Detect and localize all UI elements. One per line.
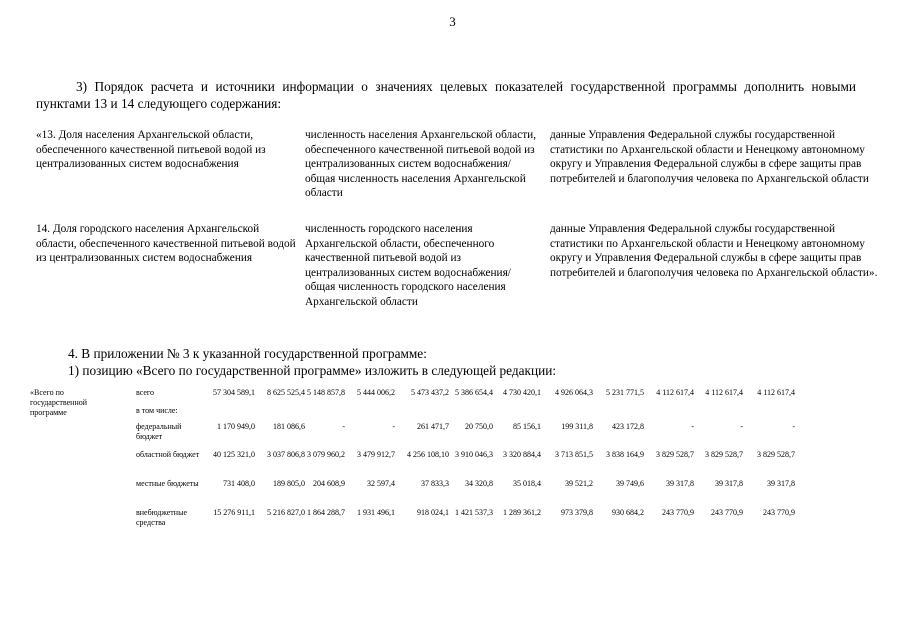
table-cell: 731 408,0: [223, 479, 255, 488]
indicator-13: «13. Доля населения Архангельской области, обеспеченного качественной питьевой водой из централизованных систем водоснабжения: [36, 129, 266, 171]
table-cell: 85 156,1: [513, 422, 541, 431]
table-cell: 4 256 108,10: [407, 450, 449, 459]
table-cell: 3 320 884,4: [503, 450, 541, 459]
table-cell: 5 231 771,5: [606, 388, 644, 397]
table-cell: 5 473 437,2: [411, 388, 449, 397]
source-14: данные Управления Федеральной службы государственной статистики по Архангельской области и Ненецкому автономному округу и Управления Федеральной службы в сфере защиты прав потребителей и благополучия человека по Архангельской области».: [550, 223, 878, 279]
table-cell: 32 597,4: [367, 479, 395, 488]
table-main-label: «Всего по государственной программе: [30, 388, 88, 417]
table-cell: 1 864 288,7: [307, 508, 345, 517]
table-cell: 3 479 912,7: [357, 450, 395, 459]
table-row-source: местные бюджеты: [136, 479, 199, 488]
table-row-source: внебюджетные средства: [136, 508, 187, 527]
table-cell: 20 750,0: [465, 422, 493, 431]
table-cell: 4 730 420,1: [503, 388, 541, 397]
table-cell: 1 931 496,1: [357, 508, 395, 517]
table-cell: 37 833,3: [421, 479, 449, 488]
table-cell: 34 320,8: [465, 479, 493, 488]
formula-13: численность населения Архангельской области, обеспеченного качественной питьевой водой из централизованных систем водоснабжения/общая численность населения Архангельской области: [305, 129, 537, 200]
paragraph-3: 3) Порядок расчета и источники информации о значениях целевых показателей государственной программы дополнить новыми пунктами 13 и 14 следующего содержания:: [36, 79, 856, 111]
table-cell: 243 770,9: [662, 508, 694, 517]
table-cell: 15 276 911,1: [213, 508, 255, 517]
table-row-source: всего: [136, 388, 155, 397]
table-cell: 3 713 851,5: [555, 450, 593, 459]
table-cell: 35 018,4: [513, 479, 541, 488]
table-cell: 930 684,2: [612, 508, 644, 517]
table-cell: -: [740, 422, 743, 431]
table-cell: 39 317,8: [715, 479, 743, 488]
table-cell: 5 386 654,4: [455, 388, 493, 397]
page-number: 3: [449, 14, 456, 29]
paragraph-4: 4. В приложении № 3 к указанной государственной программе:: [68, 346, 427, 361]
table-cell: 3 079 960,2: [307, 450, 345, 459]
table-cell: 4 112 617,4: [656, 388, 694, 397]
table-cell: 261 471,7: [417, 422, 449, 431]
table-row-source: федеральный бюджет: [136, 422, 182, 441]
table-cell: 3 037 806,8: [267, 450, 305, 459]
source-13: данные Управления Федеральной службы государственной статистики по Архангельской области и Ненецкому автономному округу и Управления Федеральной службы в сфере защиты прав потребителей и благополучия человека по Архангельской области: [550, 129, 869, 185]
table-cell: 4 112 617,4: [705, 388, 743, 397]
table-cell: 39 317,8: [666, 479, 694, 488]
table-cell: 4 926 064,3: [555, 388, 593, 397]
table-cell: -: [691, 422, 694, 431]
table-cell: 243 770,9: [763, 508, 795, 517]
table-cell: 39 317,8: [767, 479, 795, 488]
table-cell: 204 608,9: [313, 479, 345, 488]
formula-14: численность городского населения Архангельской области, обеспеченного качественной питьевой водой из централизованных систем водоснабжения/общая численность городского населения Архангельской области: [305, 223, 511, 308]
table-cell: -: [392, 422, 395, 431]
table-cell: 189 805,0: [273, 479, 305, 488]
indicator-14: 14. Доля городского населения Архангельской области, обеспеченного качественной питьевой водой из централизованных систем водоснабжения: [36, 223, 296, 265]
table-cell: 973 379,8: [561, 508, 593, 517]
table-cell: 199 311,8: [561, 422, 593, 431]
table-row-source: областной бюджет: [136, 450, 200, 459]
table-cell: 39 521,2: [565, 479, 593, 488]
table-cell: 4 112 617,4: [757, 388, 795, 397]
table-cell: 3 910 046,3: [455, 450, 493, 459]
table-cell: 243 770,9: [711, 508, 743, 517]
table-cell: 5 444 006,2: [357, 388, 395, 397]
table-cell: 3 829 528,7: [656, 450, 694, 459]
table-cell: 423 172,8: [612, 422, 644, 431]
table-cell: 918 024,1: [417, 508, 449, 517]
table-cell: 5 148 857,8: [307, 388, 345, 397]
table-cell: 1 421 537,3: [455, 508, 493, 517]
paragraph-4-1: 1) позицию «Всего по государственной программе» изложить в следующей редакции:: [68, 363, 557, 378]
table-cell: 40 125 321,0: [213, 450, 255, 459]
table-cell: 57 304 589,1: [213, 388, 255, 397]
table-cell: 8 625 525,4: [267, 388, 305, 397]
table-cell: -: [792, 422, 795, 431]
table-cell: 181 086,6: [273, 422, 305, 431]
table-cell: 3 829 528,7: [757, 450, 795, 459]
table-cell: 1 289 361,2: [503, 508, 541, 517]
table-cell: 5 216 827,0: [267, 508, 305, 517]
table-cell: 3 838 164,9: [606, 450, 644, 459]
table-cell: 1 170 949,0: [217, 422, 255, 431]
table-cell: 39 749,6: [616, 479, 644, 488]
table-cell: 3 829 528,7: [705, 450, 743, 459]
table-cell: -: [342, 422, 345, 431]
table-row-source: в том числе:: [136, 406, 178, 415]
